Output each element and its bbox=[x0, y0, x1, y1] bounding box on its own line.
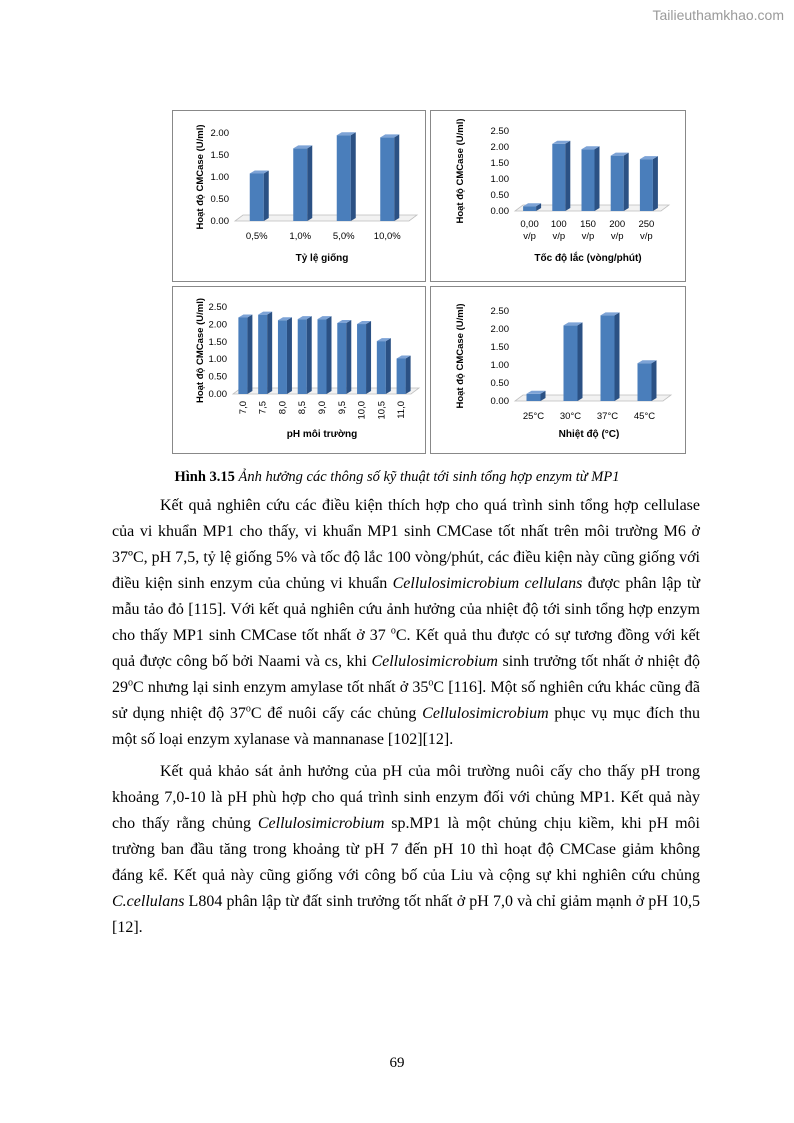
y-tick-label: 0.00 bbox=[208, 389, 227, 400]
bar bbox=[380, 134, 399, 221]
y-tick-label: 2.50 bbox=[490, 306, 509, 317]
bar-side bbox=[615, 312, 620, 401]
x-tick-label: v/p bbox=[581, 231, 595, 242]
text-run: Cellulosimicrobium bbox=[422, 705, 549, 722]
text-run: C nhưng lại sinh enzym amylase tốt nhất ở 35 bbox=[133, 679, 429, 696]
bar-side bbox=[652, 360, 657, 401]
bar-front bbox=[377, 341, 386, 394]
x-tick-label: 11,0 bbox=[396, 401, 408, 419]
bar bbox=[258, 312, 272, 394]
y-tick-label: 1.50 bbox=[210, 150, 229, 161]
bar bbox=[397, 356, 411, 394]
x-tick-label: 200 bbox=[609, 219, 626, 230]
bar bbox=[337, 320, 351, 394]
x-tick-label: 10,0 bbox=[356, 401, 368, 420]
bar bbox=[564, 322, 583, 401]
y-tick-label: 0.50 bbox=[208, 371, 227, 383]
y-tick-label: 2.00 bbox=[490, 324, 509, 335]
bar-side bbox=[264, 170, 269, 221]
bar-side bbox=[327, 316, 332, 394]
bar-side bbox=[307, 145, 312, 221]
y-tick-label: 1.00 bbox=[208, 354, 227, 366]
bar-side bbox=[351, 132, 356, 221]
text-run: sp.MP1 là một chủng chịu kiềm, khi pH môi trường ban đầu tăng trong khoảng từ pH 7 đến pH 10 thì hoạt độ CMCase giảm không đáng kể. Kết quả này cũng giống với công bố của Liu và cộng sự khi nghiên cứu chủng bbox=[112, 815, 700, 884]
text-run: C.cellulans bbox=[112, 893, 185, 910]
text-run: Cellulosimicrobium bbox=[371, 653, 498, 670]
figure-caption bbox=[0, 469, 794, 486]
bar-side bbox=[595, 146, 600, 211]
y-axis-title: Hoạt độ CMCase (U/ml) bbox=[455, 303, 466, 409]
x-tick-label: 45°C bbox=[633, 411, 656, 422]
bar-front bbox=[318, 319, 327, 394]
bar-side bbox=[394, 134, 399, 221]
bar-front bbox=[552, 144, 565, 211]
y-tick-label: 2.00 bbox=[208, 319, 227, 331]
bar-front bbox=[380, 137, 394, 221]
bar-side bbox=[247, 314, 252, 394]
bar-front bbox=[564, 325, 578, 401]
bar-front bbox=[357, 324, 366, 394]
watermark: Tailieuthamkhao.com bbox=[652, 7, 784, 23]
bar-front bbox=[611, 156, 624, 211]
chart-panel-shaking bbox=[430, 110, 686, 282]
bar bbox=[337, 132, 356, 221]
bar bbox=[357, 321, 371, 394]
y-tick-label: 0.50 bbox=[210, 194, 229, 205]
paragraph-2 bbox=[112, 759, 700, 941]
paragraph-1 bbox=[112, 493, 700, 753]
y-tick-label: 1.50 bbox=[490, 158, 509, 169]
y-tick-label: 1.50 bbox=[490, 342, 509, 353]
text-run: L804 phân lập từ đất sinh trưởng tốt nhất ở pH 7,0 và chỉ giảm mạnh ở pH 10,5 [12]. bbox=[112, 893, 700, 936]
y-tick-label: 0.00 bbox=[210, 216, 229, 227]
text-run: C [116]. Một số nghiên cứu khác cũng đã sử dụng nhiệt độ 37 bbox=[112, 679, 700, 722]
bar bbox=[527, 391, 546, 401]
y-tick-label: 1.00 bbox=[210, 172, 229, 183]
chart-panel-temperature bbox=[430, 286, 686, 454]
bar-side bbox=[386, 338, 391, 394]
y-axis-title: Hoạt độ CMCase (U/ml) bbox=[195, 124, 206, 230]
figure-caption-text: Ảnh hưởng các thông số kỹ thuật tới sinh tổng hợp enzym từ MP1 bbox=[238, 469, 620, 485]
chart-shaking bbox=[431, 111, 685, 281]
bar bbox=[377, 338, 391, 394]
bar bbox=[250, 170, 269, 221]
chart-ph bbox=[173, 287, 425, 453]
x-tick-label: 8,5 bbox=[297, 401, 309, 415]
x-tick-label: 37°C bbox=[596, 411, 619, 422]
x-tick-label: v/p bbox=[523, 231, 536, 242]
chart-panel-inoculum bbox=[172, 110, 426, 282]
x-tick-label: 7,5 bbox=[257, 401, 269, 415]
text-run: o bbox=[245, 703, 251, 715]
x-axis-title: Nhiệt độ (°C) bbox=[558, 429, 620, 440]
bar bbox=[298, 316, 312, 394]
text-run: được phân lập từ mẫu tảo đỏ [115]. Với kết quả nghiên cứu ảnh hưởng của nhiệt độ tới sinh tổng hợp enzym cho thấy MP1 sinh CMCase tốt nhất ở 37 bbox=[112, 575, 701, 644]
page-number: 69 bbox=[389, 1055, 405, 1071]
x-tick-label: 5,0% bbox=[332, 231, 355, 242]
x-tick-label: 1,0% bbox=[289, 231, 312, 242]
bar-front bbox=[293, 148, 307, 221]
y-tick-label: 0.50 bbox=[490, 190, 509, 201]
bar-side bbox=[287, 317, 292, 394]
x-tick-label: 9,0 bbox=[317, 401, 328, 415]
y-tick-label: 2.00 bbox=[490, 142, 509, 153]
bar-side bbox=[653, 156, 658, 211]
bar-side bbox=[346, 320, 351, 394]
bar bbox=[278, 317, 292, 394]
bar bbox=[582, 146, 600, 211]
bar-front bbox=[640, 159, 653, 211]
x-axis-title: pH môi trường bbox=[286, 429, 358, 440]
bar-front bbox=[582, 149, 595, 211]
chart-temperature bbox=[431, 287, 685, 453]
y-tick-label: 2.00 bbox=[210, 128, 229, 139]
bar bbox=[318, 316, 332, 394]
x-tick-label: 10,0% bbox=[373, 231, 401, 242]
chart-panel-ph bbox=[172, 286, 426, 454]
bar-front bbox=[250, 173, 264, 221]
x-tick-label: 0,00 bbox=[520, 219, 539, 230]
text-run: o bbox=[428, 677, 434, 689]
x-tick-label: 8,0 bbox=[277, 401, 289, 415]
y-tick-label: 0.50 bbox=[490, 378, 509, 389]
x-tick-label: v/p bbox=[640, 231, 653, 242]
x-tick-label: 30°C bbox=[559, 411, 582, 422]
bar-front bbox=[601, 315, 615, 401]
bar bbox=[611, 153, 629, 211]
x-tick-label: 250 bbox=[638, 219, 655, 230]
figure-number: Hình 3.15 bbox=[174, 469, 235, 485]
bar-side bbox=[624, 153, 629, 211]
y-tick-label: 1.50 bbox=[208, 336, 227, 348]
text-run: sinh trưởng tốt nhất ở nhiệt độ 29 bbox=[112, 653, 700, 696]
x-tick-label: 9,5 bbox=[336, 401, 348, 415]
x-axis-title: Tốc độ lắc (vòng/phút) bbox=[534, 253, 642, 264]
bar-side bbox=[565, 141, 570, 211]
bar-side bbox=[267, 312, 272, 394]
chart-inoculum bbox=[173, 111, 425, 281]
bar bbox=[601, 312, 620, 401]
body-text bbox=[112, 493, 700, 941]
bar-side bbox=[366, 321, 371, 394]
y-tick-label: 2.50 bbox=[490, 126, 509, 137]
text-run: Cellulosimicrobium bbox=[257, 815, 385, 832]
x-tick-label: 0,5% bbox=[245, 231, 268, 242]
text-run: o bbox=[128, 677, 133, 689]
bar bbox=[552, 141, 570, 211]
y-tick-label: 0.00 bbox=[490, 396, 509, 407]
x-tick-label: 25°C bbox=[522, 411, 545, 422]
y-axis-title: Hoạt độ CMCase (U/ml) bbox=[195, 297, 206, 404]
text-run: Kết quả nghiên cứu các điều kiện thích hợp cho quá trình sinh tổng hợp cellulase của vi khuẩn MP1 cho thấy, vi khuẩn MP1 sinh CMCase tốt nhất trên môi trường M6 ở 37ºC, pH 7,5, tỷ lệ giống 5% và tốc độ lắc 100 vòng/phút, các điều kiện này cũng giống với điều kiện sinh enzym của chủng vi khuẩn bbox=[112, 497, 700, 592]
y-tick-label: 1.00 bbox=[490, 174, 509, 185]
bar-front bbox=[337, 323, 346, 394]
bar-front bbox=[523, 206, 536, 211]
x-tick-label: 100 bbox=[550, 219, 567, 230]
text-run: C. Kết quả thu được có sự tương đồng với kết quả được công bố bởi Naami và cs, khi bbox=[112, 627, 701, 670]
bar-front bbox=[258, 315, 267, 394]
bar-front bbox=[337, 135, 351, 221]
bar bbox=[638, 360, 657, 401]
bar-front bbox=[638, 363, 652, 401]
bar-front bbox=[397, 359, 406, 394]
x-tick-label: v/p bbox=[610, 231, 624, 242]
x-tick-label: 10,5 bbox=[376, 401, 388, 420]
bar bbox=[640, 156, 658, 211]
y-tick-label: 0.00 bbox=[490, 206, 509, 217]
y-axis-title: Hoạt độ CMCase (U/ml) bbox=[455, 118, 466, 224]
x-tick-label: 150 bbox=[580, 219, 596, 230]
text-run: phục vụ mục đích thu một số loại enzym xylanase và mannanase [102][12]. bbox=[112, 705, 701, 748]
text-run: o bbox=[390, 625, 396, 637]
y-tick-label: 1.00 bbox=[490, 360, 509, 371]
bar bbox=[238, 314, 252, 394]
bar-side bbox=[406, 356, 411, 394]
text-run: C để nuôi cấy các chủng bbox=[250, 705, 423, 722]
x-tick-label: v/p bbox=[552, 231, 566, 242]
bar-front bbox=[527, 394, 541, 401]
bar-front bbox=[278, 320, 287, 394]
bar-front bbox=[238, 317, 247, 394]
bar-front bbox=[298, 319, 307, 394]
text-run: Cellulosimicrobium cellulans bbox=[392, 575, 583, 592]
bar bbox=[293, 145, 312, 221]
x-tick-label: 7,0 bbox=[237, 401, 249, 415]
x-axis-title: Tỷ lệ giống bbox=[295, 253, 349, 264]
bar-side bbox=[307, 316, 312, 394]
y-tick-label: 2.50 bbox=[208, 302, 227, 313]
bar-side bbox=[578, 322, 583, 401]
text-run: Kết quả khảo sát ảnh hưởng của pH của môi trường nuôi cấy cho thấy pH trong khoảng 7,0-10 là pH phù hợp cho quá trình sinh enzym đối với chủng MP1. Kết quả này cho thấy rằng chủng bbox=[112, 763, 700, 832]
